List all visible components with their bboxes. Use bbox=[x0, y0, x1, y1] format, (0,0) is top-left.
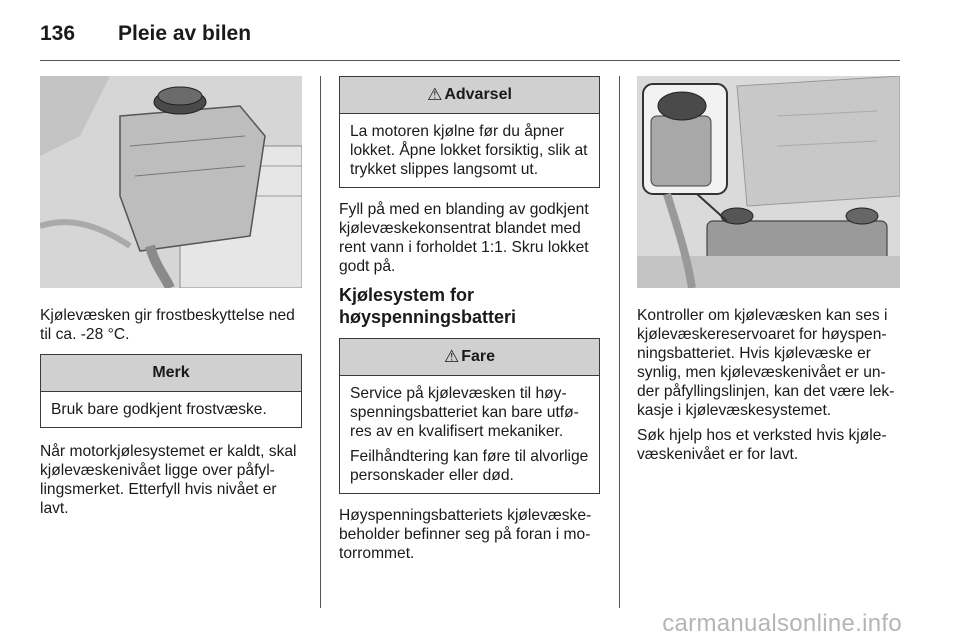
warning-box bbox=[339, 76, 600, 188]
warning-box-body: La motoren kjølne før du åpner lokket. Åpne lokket forsiktig, slik at trykket slippes langsomt ut. bbox=[350, 123, 588, 178]
column-divider-1 bbox=[320, 76, 321, 608]
workshop-paragraph: Søk hjelp hos et verksted hvis kjøle-væskenivået er for lavt. bbox=[637, 427, 887, 463]
check-coolant-paragraph: Kontroller om kjølevæsken kan ses i kjølevæskereservoaret for høyspen-ningsbatteriet. Hvis kjølevæske er synlig, men kjølevæskenivået er un-der påfyllingslinjen, kan det være lek-kasje i kjølevæskesystemet. bbox=[637, 307, 895, 419]
battery-reservoir-paragraph: Høyspenningsbatteriets kjølevæske-beholder befinner seg på foran i mo-torrommet. bbox=[339, 507, 592, 562]
refill-paragraph: Fyll på med en blanding av godkjent kjølevæskekonsentrat blandet med rent vann i forholdet 1:1. Skru lokket godt på. bbox=[339, 201, 589, 275]
page-header bbox=[40, 16, 251, 52]
danger-box-body-2: Feilhåndtering kan føre til alvorlige personskader eller død. bbox=[350, 448, 589, 484]
note-box-title: Merk bbox=[41, 355, 301, 392]
danger-box-body-1: Service på kjølevæsken til høy-spenningsbatteriet kan bare utfø-res av en kvalifisert mekaniker. bbox=[350, 385, 579, 440]
coolant-level-paragraph: Når motorkjølesystemet er kaldt, skal kjølevæskenivået ligge over påfyl-lingsmerket. Etterfyll hvis nivået er lavt. bbox=[40, 443, 297, 517]
warning-box-title: Advarsel bbox=[444, 86, 512, 103]
header-rule bbox=[40, 60, 900, 61]
warning-box-header bbox=[340, 77, 599, 114]
page-title: Pleie av bilen bbox=[118, 22, 252, 45]
danger-box-title: Fare bbox=[461, 348, 496, 365]
danger-box-header bbox=[340, 339, 599, 376]
warning-triangle-icon: ⚠ bbox=[427, 85, 443, 104]
coolant-reservoir-illustration bbox=[40, 76, 302, 288]
note-box-body: Bruk bare godkjent frostvæske. bbox=[51, 401, 267, 418]
watermark-text: carmanualsonline.info bbox=[662, 610, 902, 637]
battery-coolant-illustration bbox=[637, 76, 900, 288]
section-heading: Kjølesystem for høyspenningsbatteri bbox=[339, 285, 517, 327]
warning-triangle-icon: ⚠ bbox=[443, 347, 460, 366]
column-divider-2 bbox=[619, 76, 620, 608]
danger-box bbox=[339, 338, 600, 494]
note-box bbox=[40, 354, 302, 428]
coolant-frost-paragraph: Kjølevæsken gir frostbeskyttelse ned til ca. -28 °C. bbox=[40, 307, 295, 343]
column-2 bbox=[339, 76, 600, 569]
page-number: 136 bbox=[40, 22, 76, 45]
column-3 bbox=[637, 76, 900, 470]
column-1 bbox=[40, 76, 302, 524]
